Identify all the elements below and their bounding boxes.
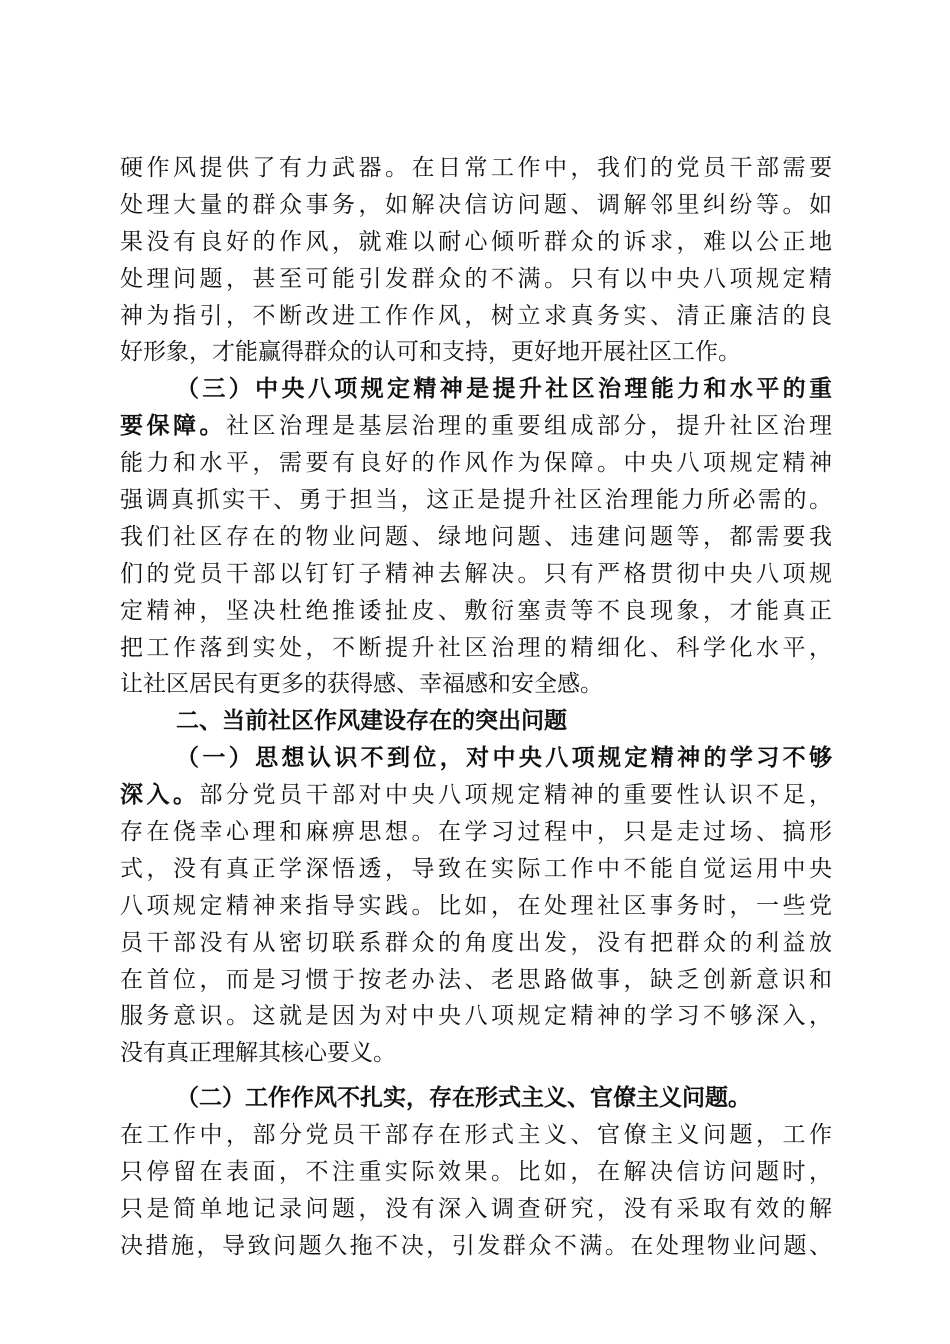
- text-line: 八项规定精神来指导实践。比如，在处理社区事务时，一些党: [120, 892, 832, 919]
- subheading-line: （一）思想认识不到位，对中央八项规定精神的学习不够: [176, 744, 832, 772]
- text-line: 员干部没有从密切联系群众的角度出发，没有把群众的利益放: [120, 929, 832, 956]
- section-heading: 二、当前社区作风建设存在的突出问题: [176, 708, 567, 735]
- text-line: 处理大量的群众事务，如解决信访问题、调解邻里纠纷等。如: [120, 191, 832, 218]
- text-span: 部分党员干部对中央八项规定精神的重要性认识不足，: [199, 782, 832, 809]
- text-line: 神为指引，不断改进工作作风，树立求真务实、清正廉洁的良: [120, 302, 832, 329]
- subheading-tail: 要保障。: [120, 412, 226, 440]
- text-line: 果没有良好的作风，就难以耐心倾听群众的诉求，难以公正地: [120, 228, 832, 255]
- text-line: 只停留在表面，不注重实际效果。比如，在解决信访问题时，: [120, 1159, 832, 1186]
- paragraph-1: [120, 150, 832, 371]
- text-line: 硬作风提供了有力武器。在日常工作中，我们的党员干部需要: [120, 155, 832, 181]
- text-line: [120, 777, 832, 814]
- text-line: 在工作中，部分党员干部存在形式主义、官僚主义问题，工作: [120, 1122, 832, 1149]
- text-line: 处理问题，甚至可能引发群众的不满。只有以中央八项规定精: [120, 265, 832, 292]
- paragraph-4: [120, 1080, 832, 1264]
- document-body: [120, 150, 832, 1265]
- text-line: [120, 408, 832, 445]
- text-line: 式，没有真正学深悟透，导致在实际工作中不能自觉运用中央: [120, 855, 832, 882]
- paragraph-3: [120, 740, 832, 1072]
- text-line: 们的党员干部以钉钉子精神去解决。只有严格贯彻中央八项规: [120, 560, 832, 587]
- text-line: 能力和水平，需要有良好的作风作为保障。中央八项规定精神: [120, 450, 832, 477]
- text-line: 没有真正理解其核心要义。: [120, 1040, 396, 1067]
- text-line: 服务意识。这就是因为对中央八项规定精神的学习不够深入，: [120, 1003, 832, 1030]
- text-line: 只是简单地记录问题，没有深入调查研究，没有采取有效的解: [120, 1195, 832, 1222]
- text-line: 决措施，导致问题久拖不决，引发群众不满。在处理物业问题、: [120, 1232, 832, 1259]
- text-line: 强调真抓实干、勇于担当，这正是提升社区治理能力所必需的。: [120, 487, 832, 514]
- text-line: 把工作落到实处，不断提升社区治理的精细化、科学化水平，: [120, 634, 832, 661]
- text-line: 定精神，坚决杜绝推诿扯皮、敷衍塞责等不良现象，才能真正: [120, 597, 832, 624]
- text-line: 让社区居民有更多的获得感、幸福感和安全感。: [120, 671, 603, 698]
- text-line: 我们社区存在的物业问题、绿地问题、违建问题等，都需要我: [120, 523, 832, 550]
- subheading-line: （二）工作作风不扎实，存在形式主义、官僚主义问题。: [176, 1084, 751, 1112]
- text-line: 好形象，才能赢得群众的认可和支持，更好地开展社区工作。: [120, 339, 741, 366]
- paragraph-gap: [120, 1072, 832, 1080]
- text-line: 在首位，而是习惯于按老办法、老思路做事，缺乏创新意识和: [120, 966, 832, 993]
- text-line: 存在侥幸心理和麻痹思想。在学习过程中，只是走过场、搞形: [120, 819, 832, 846]
- text-span: 社区治理是基层治理的重要组成部分，提升社区治理: [226, 413, 832, 440]
- paragraph-2: [120, 371, 832, 703]
- subheading-tail: 深入。: [120, 781, 200, 809]
- subheading-line: （三）中央八项规定精神是提升社区治理能力和水平的重: [176, 375, 832, 403]
